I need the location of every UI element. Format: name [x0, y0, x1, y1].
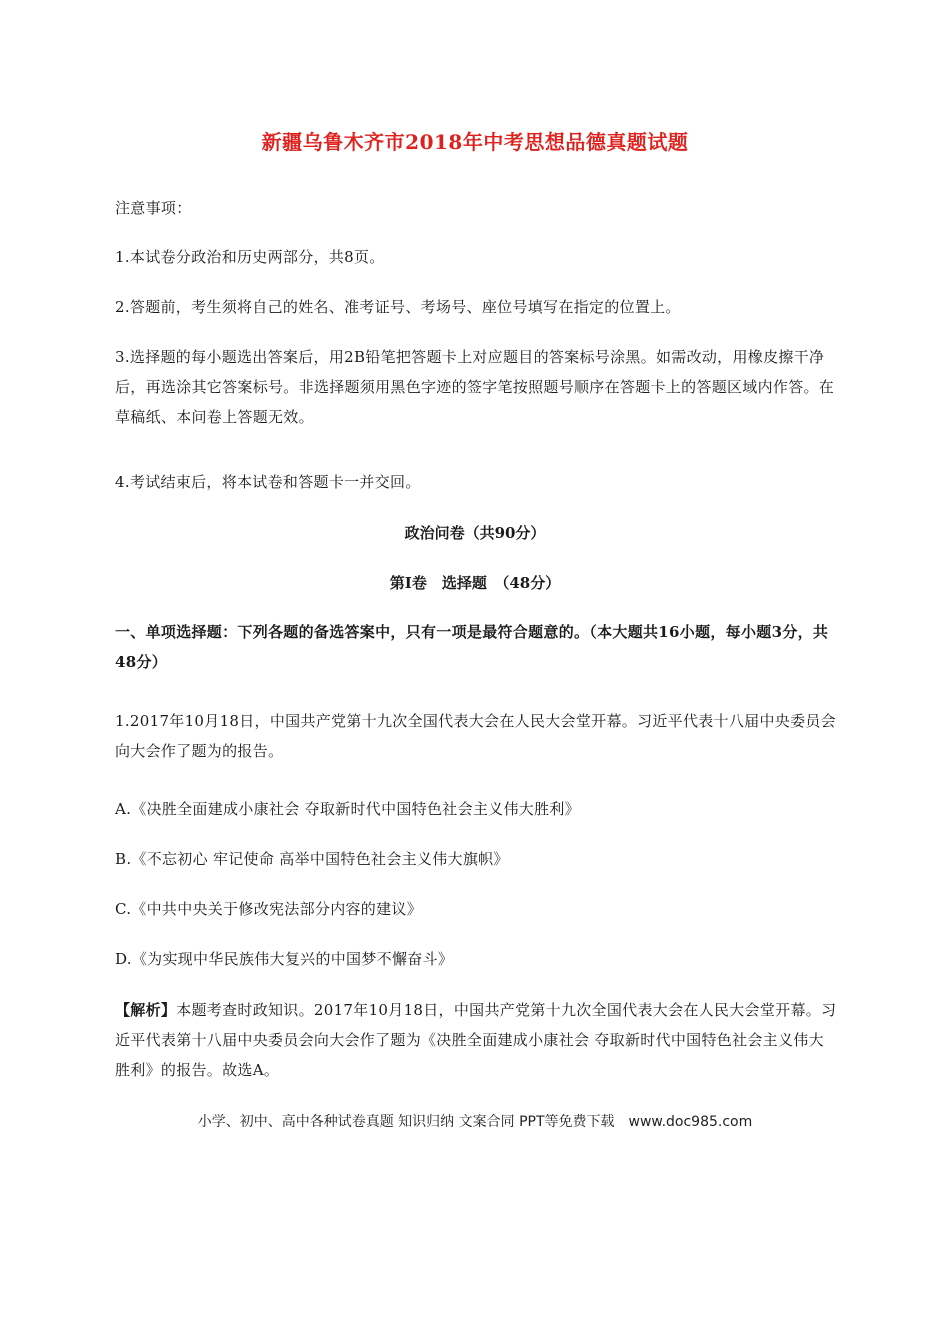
- question-instruction: 一、单项选择题：下列各题的备选答案中，只有一项是最符合题意的。（本大题共16小题，每小题3分，共48分）: [115, 623, 829, 671]
- document-title: 新疆乌鲁木齐市2018年中考思想品德真题试题: [261, 130, 689, 154]
- question-1-stem: 1.2017年10月18日，中国共产党第十九次全国代表大会在人民大会堂开幕。习近平代表十八届中央委员会向大会作了题为的报告。: [115, 712, 836, 760]
- question-1-option-d: D.《为实现中华民族伟大复兴的中国梦不懈奋斗》: [115, 950, 454, 968]
- part-title: 第Ⅰ卷 选择题 （48分）: [389, 574, 561, 592]
- notice-heading: 注意事项：: [115, 199, 192, 217]
- analysis-label: 【解析】: [115, 1001, 177, 1019]
- question-1-option-a: A.《决胜全面建成小康社会 夺取新时代中国特色社会主义伟大胜利》: [115, 800, 580, 818]
- analysis-text: 本题考查时政知识。2017年10月18日，中国共产党第十九次全国代表大会在人民大会堂开幕。习近平代表第十八届中央委员会向大会作了题为《决胜全面建成小康社会 夺取新时代中国特色社会主义伟大胜利》的报告。故选A。: [115, 1001, 837, 1079]
- notice-item-4: 4.考试结束后，将本试卷和答题卡一并交回。: [115, 473, 421, 491]
- section-title: 政治问卷（共90分）: [404, 524, 546, 542]
- page-footer: 小学、初中、高中各种试卷真题 知识归纳 文案合同 PPT等免费下载 www.doc985.com: [197, 1114, 753, 1130]
- question-1-analysis: [115, 995, 837, 1085]
- question-1-option-c: C.《中共中央关于修改宪法部分内容的建议》: [115, 900, 423, 918]
- question-1-option-b: B.《不忘初心 牢记使命 高举中国特色社会主义伟大旗帜》: [115, 850, 509, 868]
- notice-item-1: 1.本试卷分政治和历史两部分，共8页。: [115, 248, 385, 266]
- notice-item-3: 3.选择题的每小题选出答案后，用2B铅笔把答题卡上对应题目的答案标号涂黑。如需改动，用橡皮擦干净后，再选涂其它答案标号。非选择题须用黑色字迹的签字笔按照题号顺序在答题卡上的答题区域内作答。在草稿纸、本问卷上答题无效。: [115, 348, 835, 426]
- notice-item-2: 2.答题前，考生须将自己的姓名、准考证号、考场号、座位号填写在指定的位置上。: [115, 298, 681, 316]
